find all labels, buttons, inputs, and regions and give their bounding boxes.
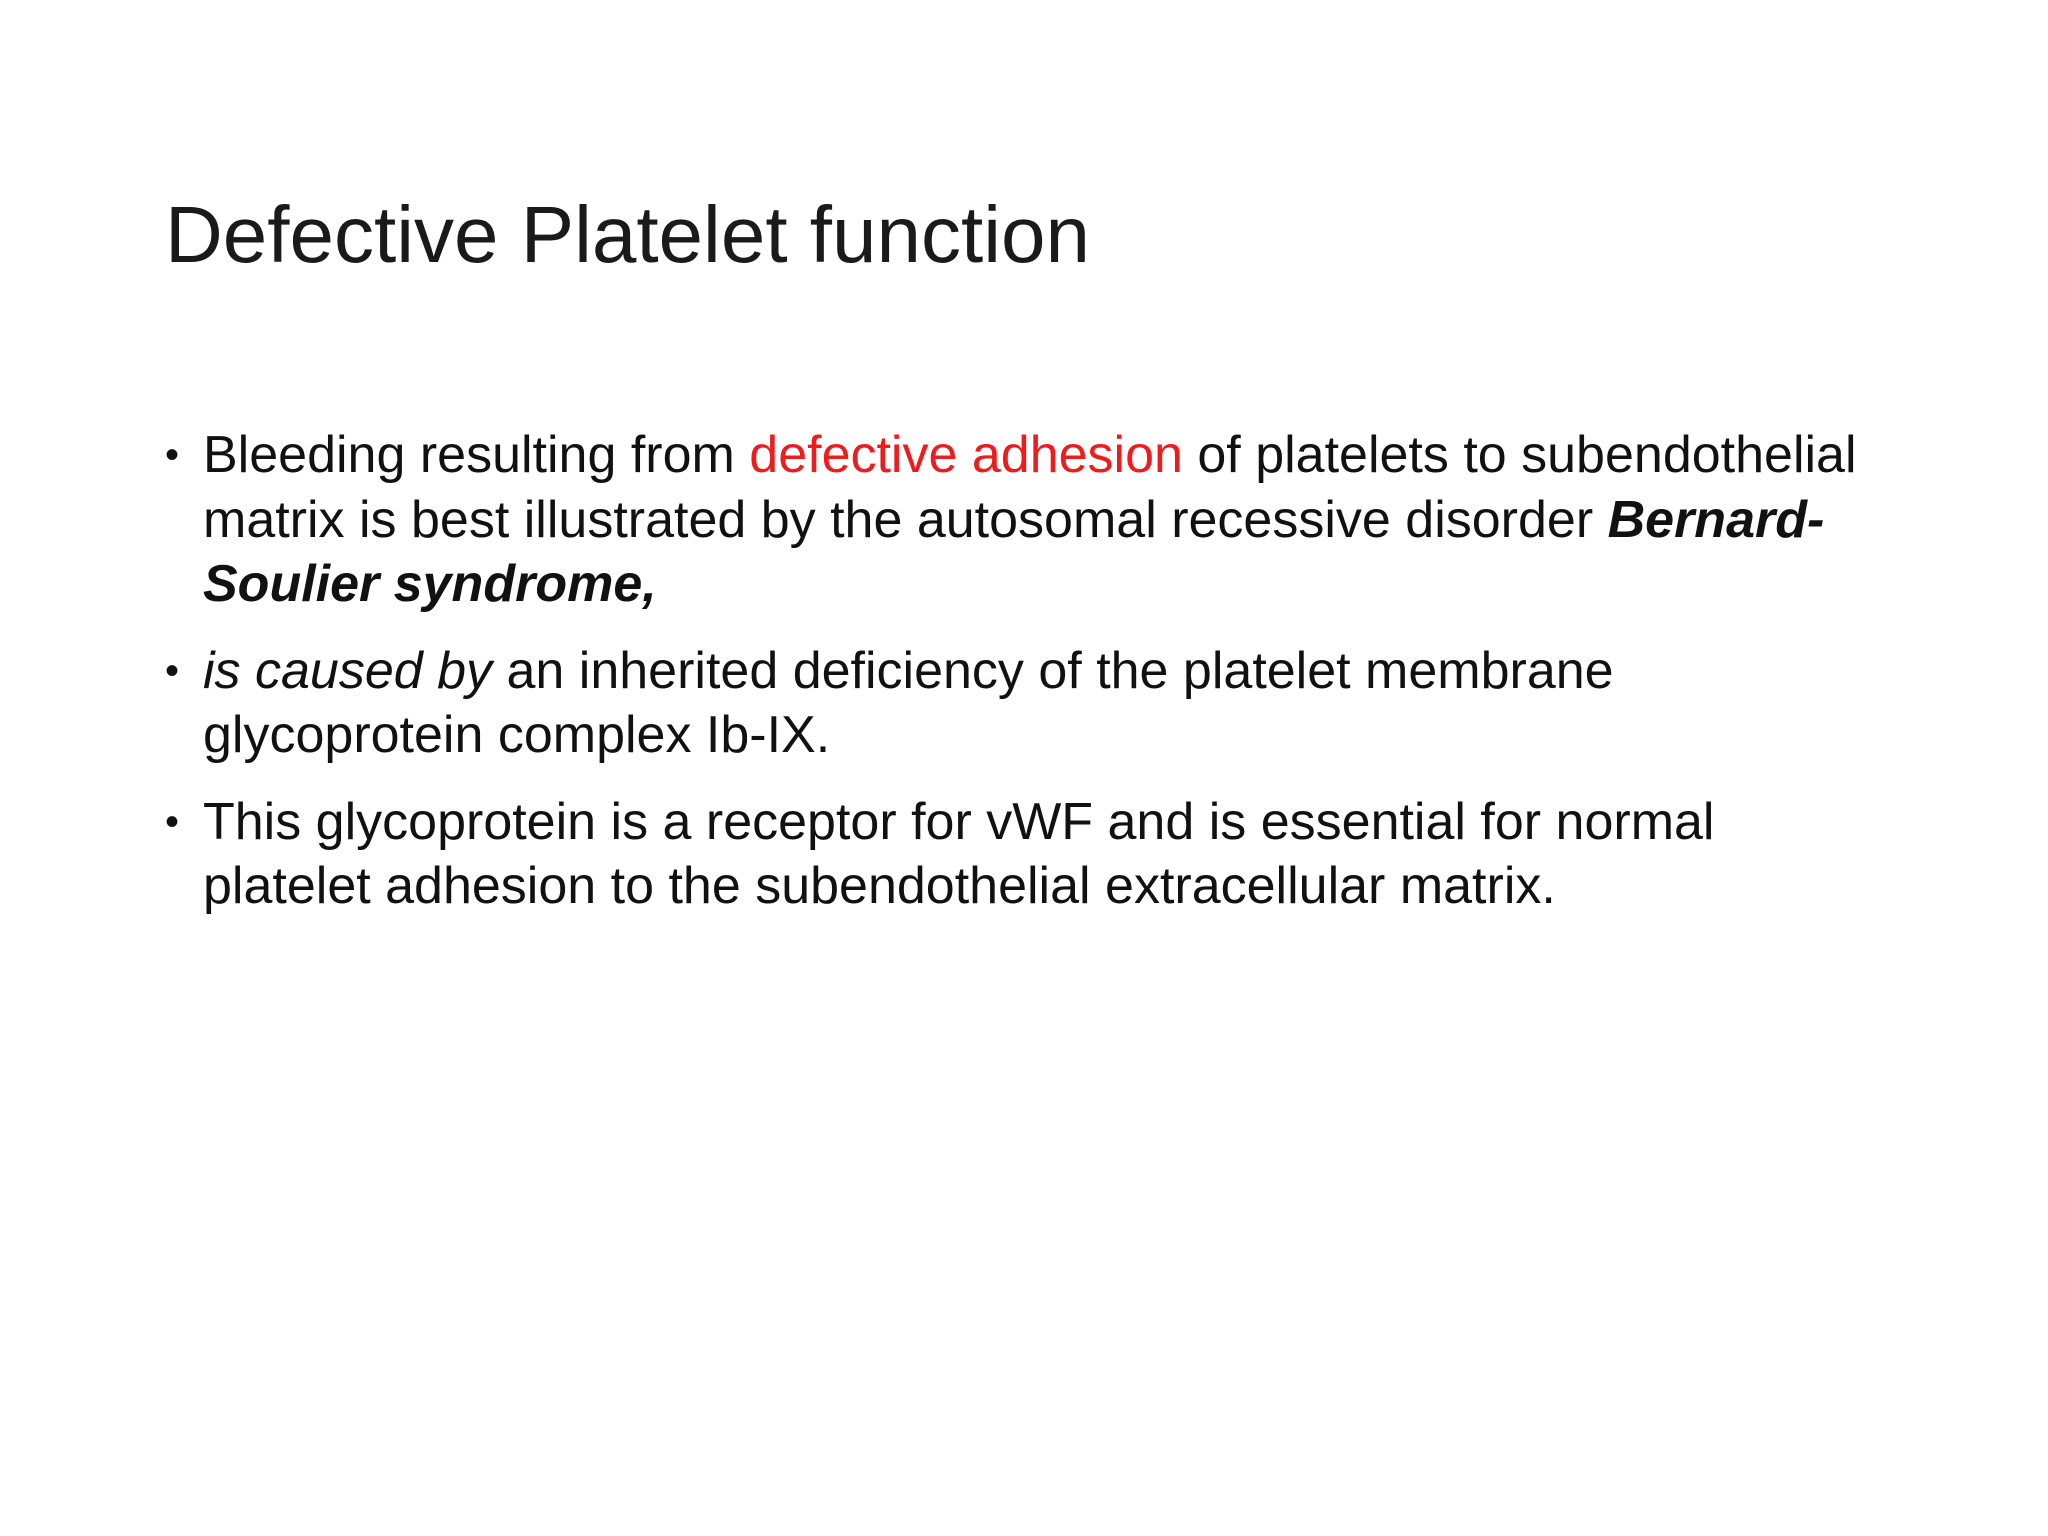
bullet-icon: • <box>165 648 180 693</box>
bullet-item-1 <box>165 423 1885 617</box>
bullet-icon: • <box>165 799 180 844</box>
bullet-icon: • <box>165 433 180 477</box>
bullet-1-highlight: defective adhesion <box>749 426 1183 484</box>
bullet-item-3 <box>165 790 1885 919</box>
bullet-3-text: This glycoprotein is a receptor for vWF and is essential for normal platelet adhesion to the subendothelial extracellular matrix. <box>203 792 1715 915</box>
slide-title: Defective Platelet function <box>165 190 1090 279</box>
bullet-1-emphasis: Bernard-Soulier syndrome, <box>203 490 1825 613</box>
bullet-item-2 <box>165 639 1885 768</box>
bullet-list <box>165 423 1885 941</box>
bullet-1-text-start: Bleeding resulting from <box>203 426 750 484</box>
bullet-2-text: an inherited deficiency of the platelet membrane glycoprotein complex Ib-IX. <box>203 641 1614 764</box>
bullet-1-text-middle: of platelets to subendothelial matrix is best illustrated by the autosomal recessive disorder <box>203 426 1857 549</box>
bullet-2-lead-italic: is caused by <box>203 641 493 700</box>
